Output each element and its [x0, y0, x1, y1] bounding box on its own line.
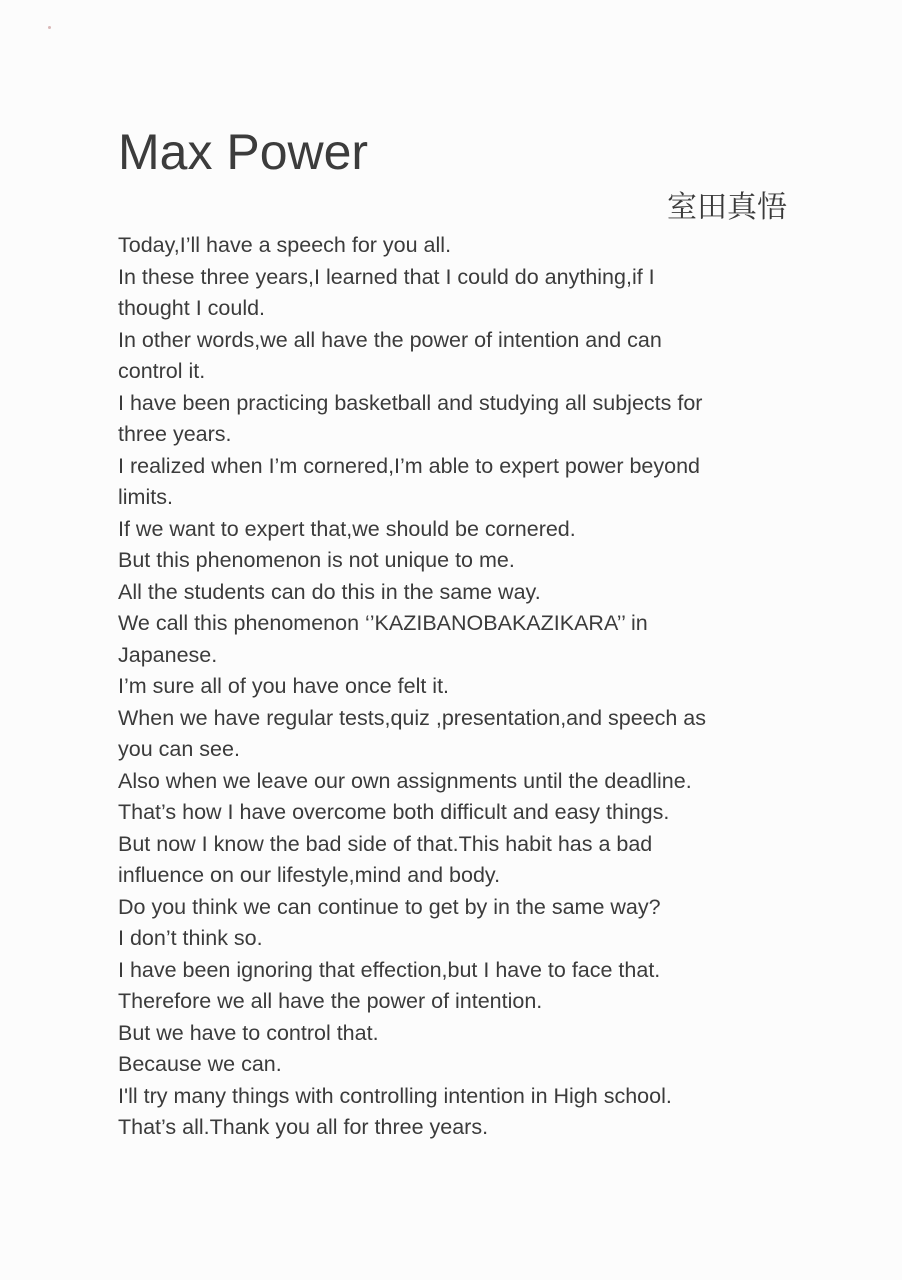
text-line: Today,I’ll have a speech for you all. [118, 233, 452, 257]
text-line: When we have regular tests,quiz ,presentation,and speech as [118, 705, 707, 730]
author-name: 室田真悟 [667, 191, 787, 224]
text-line: control it. [118, 359, 206, 383]
text-line: I realized when I’m cornered,I’m able to expert power beyond [118, 453, 701, 478]
page-title: Max Power [118, 124, 369, 180]
text-line: Do you think we can continue to get by in the same way? [118, 894, 661, 919]
text-line: But now I know the bad side of that.This habit has a bad [118, 831, 653, 856]
text-line: That’s how I have overcome both difficult and easy things. [118, 800, 670, 824]
scan-speck [48, 26, 51, 29]
text-line: limits. [118, 485, 173, 509]
text-line: thought I could. [118, 296, 266, 320]
text-line: I’m sure all of you have once felt it. [118, 674, 450, 698]
text-line: Also when we leave our own assignments until the deadline. [118, 768, 692, 793]
text-line: That’s all.Thank you all for three years. [118, 1115, 489, 1139]
text-line: But we have to control that. [118, 1020, 379, 1045]
text-line: Japanese. [118, 642, 218, 667]
text-line: I'll try many things with controlling intention in High school. [118, 1083, 672, 1108]
text-line: you can see. [118, 737, 240, 761]
text-line: But this phenomenon is not unique to me. [118, 548, 515, 572]
text-line: In these three years,I learned that I could do anything,if I [118, 264, 655, 289]
text-line: I have been ignoring that effection,but I have to face that. [118, 957, 661, 982]
text-line: If we want to expert that,we should be cornered. [118, 516, 576, 541]
text-line: three years. [118, 422, 232, 446]
text-line: I don’t think so. [118, 926, 263, 950]
text-line: All the students can do this in the same way. [118, 579, 541, 604]
text-line: Because we can. [118, 1052, 282, 1076]
text-line: We call this phenomenon ‘’KAZIBANOBAKAZIKARA’’ in [118, 611, 648, 635]
text-line: I have been practicing basketball and studying all subjects for [118, 390, 703, 415]
text-line: Therefore we all have the power of intention. [118, 989, 543, 1013]
text-line: influence on our lifestyle,mind and body. [118, 863, 501, 887]
speech-body [118, 230, 798, 1144]
text-line: In other words,we all have the power of intention and can [118, 327, 662, 352]
